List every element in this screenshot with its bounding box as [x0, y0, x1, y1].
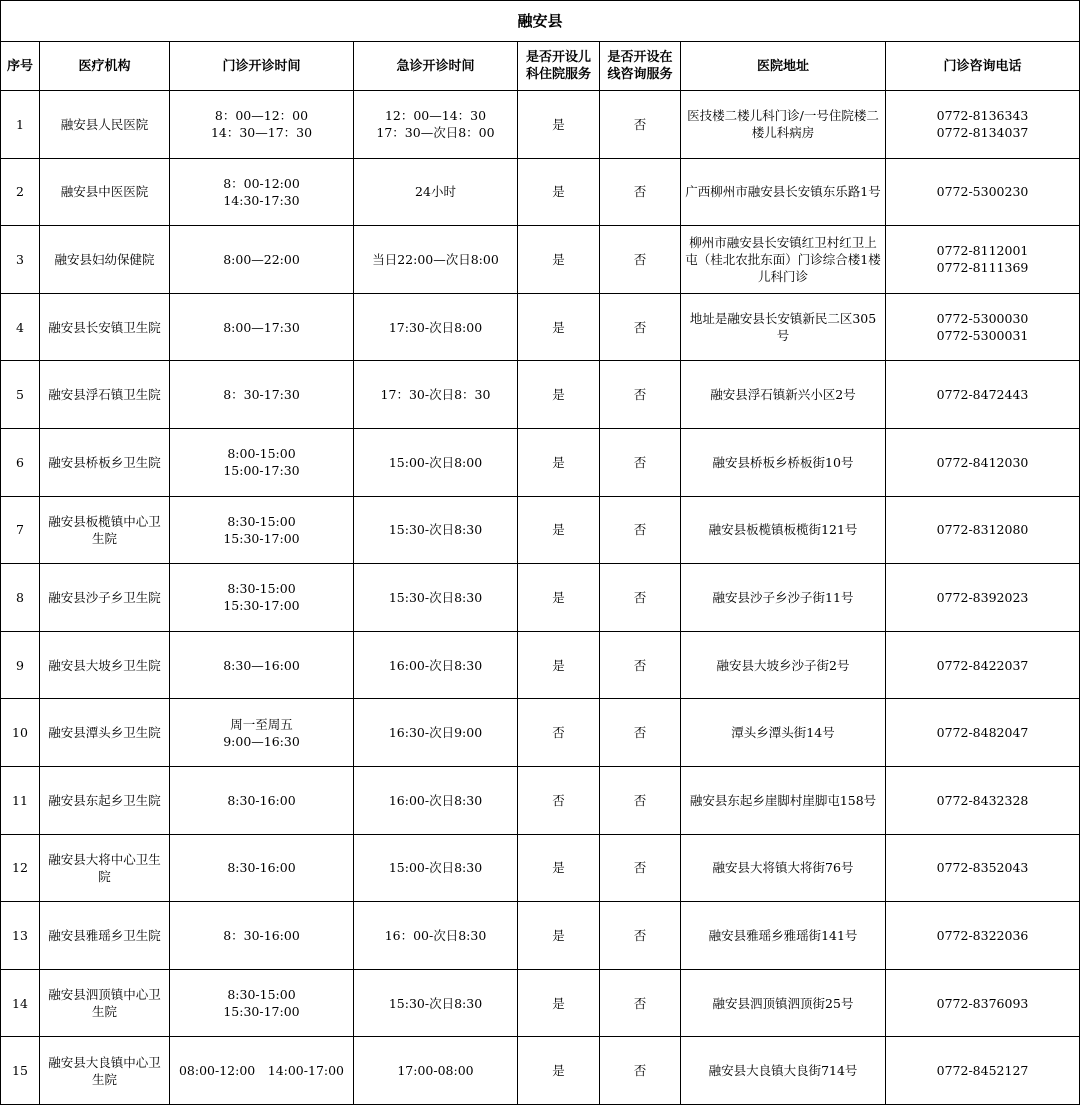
emergency-hours-line: 17:00-08:00 — [397, 1063, 474, 1079]
cell-no: 11 — [1, 766, 40, 834]
outpatient-hours-line: 15:30-17:00 — [223, 530, 300, 546]
cell-emergency-hours — [354, 631, 518, 699]
phone-number: 0772-8111369 — [936, 260, 1029, 276]
outpatient-hours-line: 14：30—17：30 — [210, 125, 313, 141]
cell-online-consult: 否 — [600, 699, 681, 767]
cell-pediatric-inpatient: 否 — [518, 699, 600, 767]
header-emergency-hours: 急诊开诊时间 — [354, 42, 518, 91]
cell-address: 融安县雅瑶乡雅瑶街141号 — [681, 902, 886, 970]
cell-no: 8 — [1, 564, 40, 632]
cell-no: 10 — [1, 699, 40, 767]
cell-phone — [886, 766, 1080, 834]
outpatient-hours-line: 8:30-15:00 — [227, 581, 296, 597]
table-row — [1, 631, 1080, 699]
phone-number: 0772-8412030 — [936, 454, 1029, 470]
cell-pediatric-inpatient: 是 — [518, 158, 600, 226]
cell-emergency-hours — [354, 699, 518, 767]
cell-no: 6 — [1, 428, 40, 496]
cell-emergency-hours — [354, 428, 518, 496]
cell-online-consult: 否 — [600, 293, 681, 361]
table-title: 融安县 — [1, 1, 1080, 42]
emergency-hours-line: 15:00-次日8:00 — [388, 454, 483, 470]
phone-number: 0772-8392023 — [936, 589, 1029, 605]
cell-pediatric-inpatient: 是 — [518, 631, 600, 699]
table-row — [1, 428, 1080, 496]
outpatient-hours-line: 8:00-15:00 — [227, 446, 296, 462]
table-row — [1, 361, 1080, 429]
table-row — [1, 834, 1080, 902]
cell-address: 医技楼二楼儿科门诊/一号住院楼二楼儿科病房 — [681, 91, 886, 159]
phone-number: 0772-8322036 — [936, 927, 1029, 943]
cell-no: 2 — [1, 158, 40, 226]
outpatient-hours-line: 9:00—16:30 — [223, 733, 300, 749]
cell-phone — [886, 226, 1080, 294]
cell-address: 融安县大将镇大将街76号 — [681, 834, 886, 902]
header-phone: 门诊咨询电话 — [886, 42, 1080, 91]
title-row — [1, 1, 1080, 42]
cell-pediatric-inpatient: 是 — [518, 496, 600, 564]
emergency-hours-line: 12：00—14：30 — [384, 108, 487, 124]
table-body — [1, 91, 1080, 1105]
cell-phone — [886, 496, 1080, 564]
cell-emergency-hours — [354, 834, 518, 902]
outpatient-hours-line: 8:00—22:00 — [223, 251, 300, 267]
header-address: 医院地址 — [681, 42, 886, 91]
cell-outpatient-hours — [170, 564, 354, 632]
table-row — [1, 1037, 1080, 1105]
cell-address: 融安县沙子乡沙子街11号 — [681, 564, 886, 632]
outpatient-hours-line: 8:30—16:00 — [223, 657, 300, 673]
cell-online-consult: 否 — [600, 631, 681, 699]
cell-phone — [886, 969, 1080, 1037]
outpatient-hours-line: 8:30-15:00 — [227, 987, 296, 1003]
table-row — [1, 699, 1080, 767]
cell-emergency-hours — [354, 293, 518, 361]
phone-number: 0772-8112001 — [936, 243, 1029, 259]
outpatient-hours-line: 15:30-17:00 — [223, 598, 300, 614]
cell-online-consult: 否 — [600, 496, 681, 564]
cell-online-consult: 否 — [600, 969, 681, 1037]
emergency-hours-line: 17:30-次日8:00 — [388, 319, 483, 335]
outpatient-hours-line: 14:30-17:30 — [223, 192, 300, 208]
cell-address: 广西柳州市融安县长安镇东乐路1号 — [681, 158, 886, 226]
outpatient-hours-line: 周一至周五 — [230, 716, 293, 732]
table-row — [1, 91, 1080, 159]
cell-emergency-hours — [354, 226, 518, 294]
cell-online-consult: 否 — [600, 902, 681, 970]
cell-phone — [886, 902, 1080, 970]
outpatient-hours-line: 8:30-15:00 — [227, 513, 296, 529]
cell-phone — [886, 631, 1080, 699]
cell-address: 地址是融安县长安镇新民二区305号 — [681, 293, 886, 361]
cell-address: 融安县大坡乡沙子街2号 — [681, 631, 886, 699]
phone-number: 0772-8432328 — [936, 792, 1029, 808]
cell-phone — [886, 293, 1080, 361]
cell-institution: 融安县大将中心卫生院 — [40, 834, 170, 902]
outpatient-hours-line: 8：30-16:00 — [223, 927, 300, 943]
cell-institution: 融安县桥板乡卫生院 — [40, 428, 170, 496]
cell-outpatient-hours — [170, 226, 354, 294]
cell-phone — [886, 91, 1080, 159]
table-row — [1, 902, 1080, 970]
outpatient-hours-line: 8:00—17:30 — [223, 319, 300, 335]
header-row — [1, 42, 1080, 91]
cell-outpatient-hours — [170, 902, 354, 970]
cell-phone — [886, 428, 1080, 496]
header-online-consult: 是否开设在线咨询服务 — [600, 42, 681, 91]
cell-no: 7 — [1, 496, 40, 564]
cell-pediatric-inpatient: 是 — [518, 226, 600, 294]
cell-online-consult: 否 — [600, 564, 681, 632]
cell-institution: 融安县沙子乡卫生院 — [40, 564, 170, 632]
cell-pediatric-inpatient: 是 — [518, 1037, 600, 1105]
phone-number: 0772-8312080 — [936, 522, 1029, 538]
table-row — [1, 766, 1080, 834]
cell-online-consult: 否 — [600, 91, 681, 159]
phone-number: 0772-5300031 — [936, 328, 1029, 344]
cell-online-consult: 否 — [600, 766, 681, 834]
emergency-hours-line: 15:30-次日8:30 — [388, 522, 483, 538]
cell-emergency-hours — [354, 158, 518, 226]
outpatient-hours-line: 8:30-16:00 — [227, 792, 296, 808]
phone-number: 0772-8482047 — [936, 725, 1029, 741]
cell-institution: 融安县大坡乡卫生院 — [40, 631, 170, 699]
cell-no: 13 — [1, 902, 40, 970]
phone-number: 0772-8136343 — [936, 108, 1029, 124]
cell-online-consult: 否 — [600, 158, 681, 226]
cell-address: 柳州市融安县长安镇红卫村红卫上屯（桂北农批东面）门诊综合楼1楼儿科门诊 — [681, 226, 886, 294]
cell-outpatient-hours — [170, 969, 354, 1037]
phone-number: 0772-5300230 — [936, 184, 1029, 200]
table-row — [1, 226, 1080, 294]
header-institution: 医疗机构 — [40, 42, 170, 91]
cell-outpatient-hours — [170, 631, 354, 699]
cell-pediatric-inpatient: 是 — [518, 564, 600, 632]
outpatient-hours-line: 08:00-12:00 14:00-17:00 — [178, 1063, 345, 1079]
cell-no: 14 — [1, 969, 40, 1037]
cell-outpatient-hours — [170, 1037, 354, 1105]
cell-no: 1 — [1, 91, 40, 159]
cell-pediatric-inpatient: 否 — [518, 766, 600, 834]
table-row — [1, 564, 1080, 632]
cell-online-consult: 否 — [600, 834, 681, 902]
cell-outpatient-hours — [170, 428, 354, 496]
cell-outpatient-hours — [170, 293, 354, 361]
emergency-hours-line: 15:00-次日8:30 — [388, 860, 483, 876]
cell-address: 潭头乡潭头街14号 — [681, 699, 886, 767]
phone-number: 0772-8472443 — [936, 387, 1029, 403]
phone-number: 0772-8352043 — [936, 860, 1029, 876]
outpatient-hours-line: 8:30-16:00 — [227, 860, 296, 876]
cell-institution: 融安县长安镇卫生院 — [40, 293, 170, 361]
phone-number: 0772-8376093 — [936, 995, 1029, 1011]
cell-address: 融安县浮石镇新兴小区2号 — [681, 361, 886, 429]
emergency-hours-line: 15:30-次日8:30 — [388, 589, 483, 605]
cell-pediatric-inpatient: 是 — [518, 834, 600, 902]
cell-emergency-hours — [354, 766, 518, 834]
cell-emergency-hours — [354, 361, 518, 429]
cell-address: 融安县桥板乡桥板街10号 — [681, 428, 886, 496]
outpatient-hours-line: 15:00-17:30 — [223, 463, 300, 479]
table-row — [1, 293, 1080, 361]
emergency-hours-line: 17：30-次日8：30 — [380, 387, 491, 403]
cell-phone — [886, 564, 1080, 632]
cell-online-consult: 否 — [600, 1037, 681, 1105]
emergency-hours-line: 16:30-次日9:00 — [388, 725, 483, 741]
cell-online-consult: 否 — [600, 428, 681, 496]
cell-online-consult: 否 — [600, 361, 681, 429]
cell-address: 融安县大良镇大良街714号 — [681, 1037, 886, 1105]
cell-no: 9 — [1, 631, 40, 699]
cell-phone — [886, 158, 1080, 226]
cell-address: 融安县板榄镇板榄街121号 — [681, 496, 886, 564]
cell-pediatric-inpatient: 是 — [518, 361, 600, 429]
phone-number: 0772-8134037 — [936, 125, 1029, 141]
cell-emergency-hours — [354, 969, 518, 1037]
outpatient-hours-line: 8：30-17:30 — [223, 387, 300, 403]
cell-no: 5 — [1, 361, 40, 429]
outpatient-hours-line: 15:30-17:00 — [223, 1004, 300, 1020]
table-row — [1, 496, 1080, 564]
phone-number: 0772-5300030 — [936, 311, 1029, 327]
cell-institution: 融安县泗顶镇中心卫生院 — [40, 969, 170, 1037]
cell-emergency-hours — [354, 902, 518, 970]
cell-emergency-hours — [354, 564, 518, 632]
cell-emergency-hours — [354, 496, 518, 564]
emergency-hours-line: 16:00-次日8:30 — [388, 657, 483, 673]
cell-outpatient-hours — [170, 91, 354, 159]
header-outpatient-hours: 门诊开诊时间 — [170, 42, 354, 91]
emergency-hours-line: 15:30-次日8:30 — [388, 995, 483, 1011]
cell-institution: 融安县东起乡卫生院 — [40, 766, 170, 834]
cell-pediatric-inpatient: 是 — [518, 969, 600, 1037]
cell-emergency-hours — [354, 1037, 518, 1105]
cell-no: 12 — [1, 834, 40, 902]
cell-pediatric-inpatient: 是 — [518, 428, 600, 496]
emergency-hours-line: 16：00-次日8:30 — [384, 927, 487, 943]
cell-outpatient-hours — [170, 834, 354, 902]
cell-institution: 融安县大良镇中心卫生院 — [40, 1037, 170, 1105]
emergency-hours-line: 16:00-次日8:30 — [388, 792, 483, 808]
table-row — [1, 158, 1080, 226]
emergency-hours-line: 17：30—次日8：00 — [376, 125, 495, 141]
cell-pediatric-inpatient: 是 — [518, 902, 600, 970]
phone-number: 0772-8422037 — [936, 657, 1029, 673]
cell-institution: 融安县雅瑶乡卫生院 — [40, 902, 170, 970]
cell-phone — [886, 699, 1080, 767]
header-pediatric-inpatient: 是否开设儿科住院服务 — [518, 42, 600, 91]
cell-institution: 融安县板榄镇中心卫生院 — [40, 496, 170, 564]
table-row — [1, 969, 1080, 1037]
emergency-hours-line: 24小时 — [415, 184, 456, 200]
cell-institution: 融安县潭头乡卫生院 — [40, 699, 170, 767]
cell-pediatric-inpatient: 是 — [518, 293, 600, 361]
cell-address: 融安县东起乡崖脚村崖脚屯158号 — [681, 766, 886, 834]
cell-institution: 融安县浮石镇卫生院 — [40, 361, 170, 429]
cell-address: 融安县泗顶镇泗顶街25号 — [681, 969, 886, 1037]
cell-emergency-hours — [354, 91, 518, 159]
phone-number: 0772-8452127 — [936, 1063, 1029, 1079]
cell-online-consult: 否 — [600, 226, 681, 294]
outpatient-hours-line: 8：00—12：00 — [214, 108, 309, 124]
outpatient-hours-line: 8：00-12:00 — [223, 175, 300, 191]
cell-phone — [886, 1037, 1080, 1105]
cell-pediatric-inpatient: 是 — [518, 91, 600, 159]
cell-institution: 融安县中医医院 — [40, 158, 170, 226]
cell-phone — [886, 834, 1080, 902]
emergency-hours-line: 当日22:00—次日8:00 — [372, 251, 499, 267]
cell-institution: 融安县人民医院 — [40, 91, 170, 159]
cell-outpatient-hours — [170, 361, 354, 429]
cell-outpatient-hours — [170, 496, 354, 564]
cell-no: 4 — [1, 293, 40, 361]
cell-outpatient-hours — [170, 699, 354, 767]
cell-no: 15 — [1, 1037, 40, 1105]
cell-outpatient-hours — [170, 158, 354, 226]
cell-institution: 融安县妇幼保健院 — [40, 226, 170, 294]
header-no: 序号 — [1, 42, 40, 91]
cell-phone — [886, 361, 1080, 429]
cell-outpatient-hours — [170, 766, 354, 834]
cell-no: 3 — [1, 226, 40, 294]
